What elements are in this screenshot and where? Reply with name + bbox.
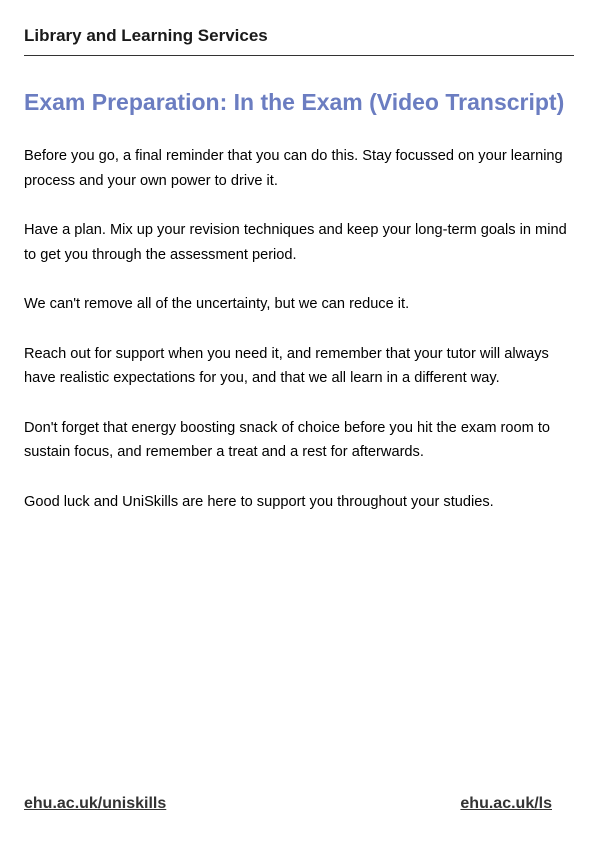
transcript-paragraph: Have a plan. Mix up your revision techniques and keep your long-term goals in mind to get you through the assessment period.	[24, 222, 567, 263]
page-header	[24, 24, 574, 48]
header-divider	[24, 55, 574, 56]
transcript-paragraph: Before you go, a final reminder that you can do this. Stay focussed on your learning process and your own power to drive it.	[24, 148, 563, 189]
header-title: Library and Learning Services	[24, 26, 268, 45]
transcript-body	[24, 144, 576, 539]
library-services-link[interactable]: ehu.ac.uk/ls	[460, 795, 552, 812]
transcript-paragraph: Don't forget that energy boosting snack of choice before you hit the exam room to sustain focus, and remember a treat and a rest for afterwards.	[24, 419, 551, 460]
page-title: Exam Preparation: In the Exam (Video Transcript)	[24, 89, 565, 115]
uniskills-link[interactable]: ehu.ac.uk/uniskills	[24, 795, 167, 812]
transcript-paragraph: Reach out for support when you need it, and remember that your tutor will always have realistic expectations for you, and that we all learn in a different way.	[24, 345, 549, 386]
transcript-paragraph: We can't remove all of the uncertainty, but we can reduce it.	[24, 296, 410, 312]
transcript-paragraph: Good luck and UniSkills are here to support you throughout your studies.	[24, 493, 494, 510]
